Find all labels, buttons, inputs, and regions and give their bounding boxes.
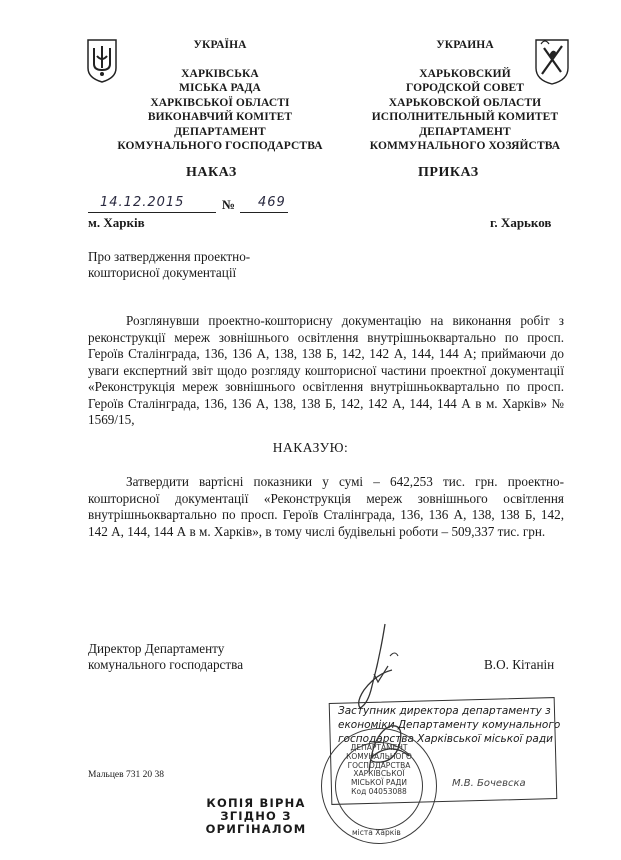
seal-line: КОМУНАЛЬНОГО: [346, 751, 412, 761]
header-ru-line: ИСПОЛНИТЕЛЬНЫЙ КОМИТЕТ: [371, 111, 559, 123]
doc-type-ru: ПРИКАЗ: [418, 165, 479, 180]
header-ua-line: ДЕПАРТАМЕНТ: [174, 125, 266, 138]
approval-signer: М.В. Бочевска: [452, 778, 526, 789]
city-ru: г. Харьков: [490, 215, 552, 230]
order-word: НАКАЗУЮ:: [272, 440, 349, 455]
seal-line: ДЕПАРТАМЕНТ: [350, 743, 408, 752]
number-underline: [240, 212, 288, 213]
seal-line: Код 04053088: [351, 786, 407, 796]
subject: [88, 249, 250, 281]
approval-stamp-line: Заступник директора департаменту з: [338, 705, 551, 717]
decision-text: Затвердити вартісні показники у сумі – 642,253 тис. грн. проектно-кошторисної документації «Реконструкція мереж зовнішнього освітлення внутрішньоквартально по просп. Героїв Сталінграда, 136, 136 А, 138, 138 Б, 142, 142 А, 144, 144 А в м. Харків», в тому числі будівельні роботи – 509,337 тис. грн.: [88, 474, 564, 539]
header-ua: [85, 38, 355, 154]
decision-paragraph: [88, 474, 564, 540]
signature-position: [88, 641, 243, 673]
header-ua-line: ХАРКІВСЬКОЇ ОБЛАСТІ: [150, 96, 290, 109]
header-ru-line: КОММУНАЛЬНОГО ХОЗЯЙСТВА: [369, 140, 561, 152]
preamble-paragraph: [88, 313, 564, 429]
header-ru-country: УКРАИНА: [436, 39, 494, 51]
preamble-text: Розглянувши проектно-кошторисну документацію на виконання робіт з реконструкції мереж зовнішнього освітлення внутрішньоквартально по просп. Героїв Сталінграда, 136, 136 А, 138, 138 Б, 142, 142 А, 144, 144 А; приймаючи до уваги експертний звіт щодо розгляду кошторисної частини проектної документації «Реконструкція мереж зовнішнього освітлення внутрішньоквартально по просп. Героїв Сталінграда, 136, 136 А, 138, 138 Б, 142, 142 А, 144, 144 А в м. Харків» № 1569/15,: [88, 313, 564, 427]
subject-line: кошторисної документації: [88, 265, 237, 280]
executor: Мальцев 731 20 38: [88, 770, 164, 780]
order-number: 469: [258, 195, 286, 210]
approval-stamp-line: економіки Департаменту комунального: [338, 719, 561, 731]
city-ua: м. Харків: [88, 215, 145, 230]
header-ua-line: МІСЬКА РАДА: [179, 82, 261, 94]
stamp-signature: [355, 712, 425, 782]
order-date: 14.12.2015: [100, 195, 185, 210]
seal-line: МІСЬКОЇ РАДИ: [350, 778, 407, 788]
signature-position-line: комунального господарства: [88, 657, 244, 672]
copy-stamp-line: ЗГІДНО З: [220, 809, 292, 823]
copy-stamp: [196, 797, 316, 836]
signer-name: В.О. Кітанін: [484, 657, 555, 672]
date-underline: [88, 212, 216, 213]
signature-position-line: Директор Департаменту: [88, 641, 225, 656]
subject-line: Про затвердження проектно-: [88, 249, 251, 264]
order-number-label: №: [222, 197, 236, 212]
approval-stamp-line: господарства Харківської міської ради: [338, 733, 553, 745]
header-ru-line: ХАРЬКОВСКИЙ: [419, 67, 511, 80]
header-ru: [330, 38, 600, 154]
header-ua-line: ВИКОНАВЧИЙ КОМІТЕТ: [147, 111, 293, 123]
seal-ring-text: міста Харків: [352, 828, 401, 837]
header-ua-country: УКРАЇНА: [193, 39, 247, 51]
header-ua-line: КОМУНАЛЬНОГО ГОСПОДАРСТВА: [117, 140, 323, 152]
doc-type-ua: НАКАЗ: [186, 165, 237, 180]
copy-stamp-line: КОПІЯ ВІРНА: [206, 796, 306, 810]
copy-stamp-line: ОРИГІНАЛОМ: [205, 822, 307, 836]
header-ru-line: ХАРЬКОВСКОЙ ОБЛАСТИ: [388, 96, 542, 109]
header-ru-line: ГОРОДСКОЙ СОВЕТ: [405, 82, 525, 94]
header-ru-line: ДЕПАРТАМЕНТ: [419, 125, 511, 138]
seal-line: ГОСПОДАРСТВА: [347, 760, 411, 770]
seal-line: ХАРКІВСЬКОЇ: [353, 769, 405, 779]
header-ua-line: ХАРКІВСЬКА: [181, 67, 259, 80]
